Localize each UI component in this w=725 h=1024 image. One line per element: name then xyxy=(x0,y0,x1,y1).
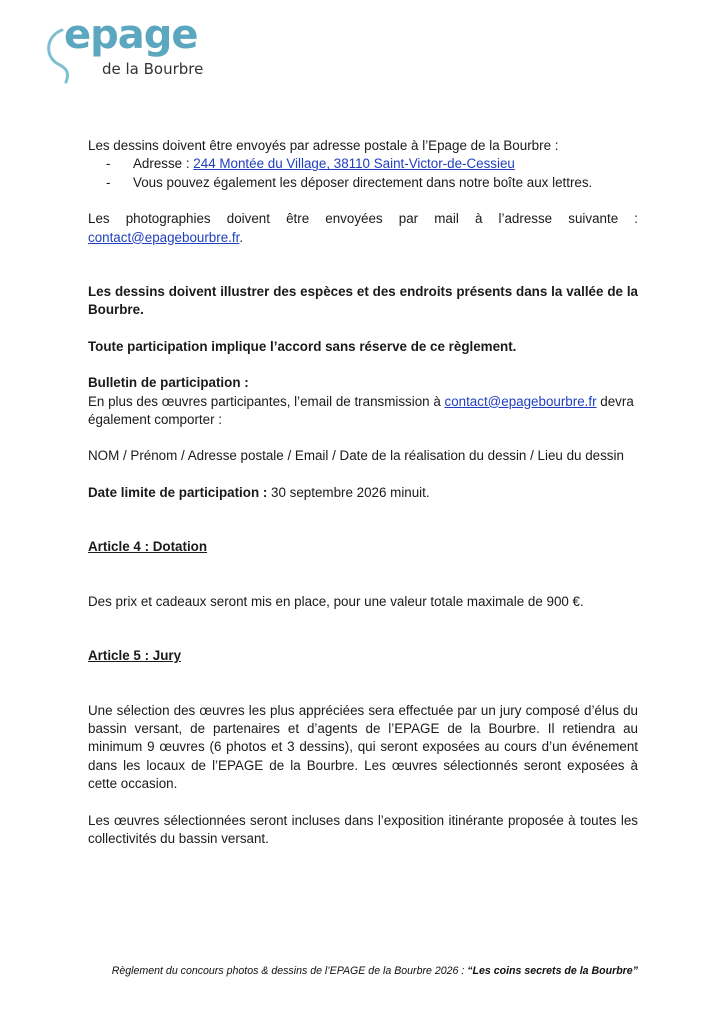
deadline xyxy=(88,484,638,502)
mailbox-text: Vous pouvez également les déposer directement dans notre boîte aux lettres. xyxy=(133,174,593,190)
bulletin-text xyxy=(88,393,638,430)
footer-text: Règlement du concours photos & dessins de l’EPAGE de la Bourbre 2026 : xyxy=(111,965,468,977)
agreement-rule-text: Toute participation implique l’accord sans réserve de ce règlement. xyxy=(88,338,517,354)
page-footer xyxy=(88,965,638,977)
logo-wordmark: epage xyxy=(64,12,198,58)
photos-email-line xyxy=(88,229,638,247)
bullet-dash: - xyxy=(106,156,111,172)
period: . xyxy=(239,229,244,245)
agreement-rule xyxy=(88,338,638,356)
bulletin-title xyxy=(88,374,638,392)
bullet-address xyxy=(88,155,638,173)
article-5-paragraph-2: Les œuvres sélectionnées seront incluses dans l’exposition itinérante proposée à toutes les collectivités du bassin versant. xyxy=(88,812,638,846)
photos-instructions: Les photographies doivent être envoyées par mail à l’adresse suivante : xyxy=(88,211,638,227)
article-5-heading: Article 5 : Jury xyxy=(88,648,182,664)
footer-title: “Les coins secrets de la Bourbre” xyxy=(467,965,638,977)
article-5-paragraph-1: Une sélection des œuvres les plus appréciées sera effectuée par un jury composé d’élus du bassin versant, de partenaires et d’agents de l’EPAGE de la Bourbre. Il retiendra au minimum 9 œuvres (6 photos et 3 dessins), qui seront exposées au cours d’un événement dans les locaux de l’EPAGE de la Bourbre. Les œuvres sélectionnés seront exposées à cette occasion. xyxy=(88,702,638,792)
bulletin-text-after: devra également comporter : xyxy=(88,393,634,428)
document-body xyxy=(88,137,638,848)
drawings-instructions: Les dessins doivent être envoyés par adresse postale à l’Epage de la Bourbre : xyxy=(88,138,559,153)
bullet-dash: - xyxy=(106,174,111,190)
illustrate-rule-text: Les dessins doivent illustrer des espèces et des endroits présents dans la vallée de la Bourbre. xyxy=(88,284,638,318)
article-4-heading: Article 4 : Dotation xyxy=(88,539,208,555)
address-label: Adresse : xyxy=(133,156,194,172)
bulletin-title-text: Bulletin de participation : xyxy=(88,375,249,391)
deadline-value: 30 septembre 2026 minuit. xyxy=(267,484,430,500)
epage-logo xyxy=(40,12,210,88)
bulletin-email-link[interactable]: contact@epagebourbre.fr xyxy=(444,393,597,409)
illustrate-rule xyxy=(88,283,638,320)
bulletin-fields: NOM / Prénom / Adresse postale / Email / Date de la réalisation du dessin / Lieu du dessin xyxy=(88,448,624,464)
bulletin-text-before: En plus des œuvres participantes, l’email de transmission à xyxy=(88,393,445,409)
logo-subtitle: de la Bourbre xyxy=(102,60,204,78)
address-link[interactable]: 244 Montée du Village, 38110 Saint-Victor-de-Cessieu xyxy=(193,156,515,172)
deadline-label: Date limite de participation : xyxy=(88,484,268,500)
article-4-text: Des prix et cadeaux seront mis en place, pour une valeur totale maximale de 900 €. xyxy=(88,593,584,609)
bullet-mailbox xyxy=(88,174,638,192)
photos-email-link[interactable]: contact@epagebourbre.fr xyxy=(88,229,240,245)
